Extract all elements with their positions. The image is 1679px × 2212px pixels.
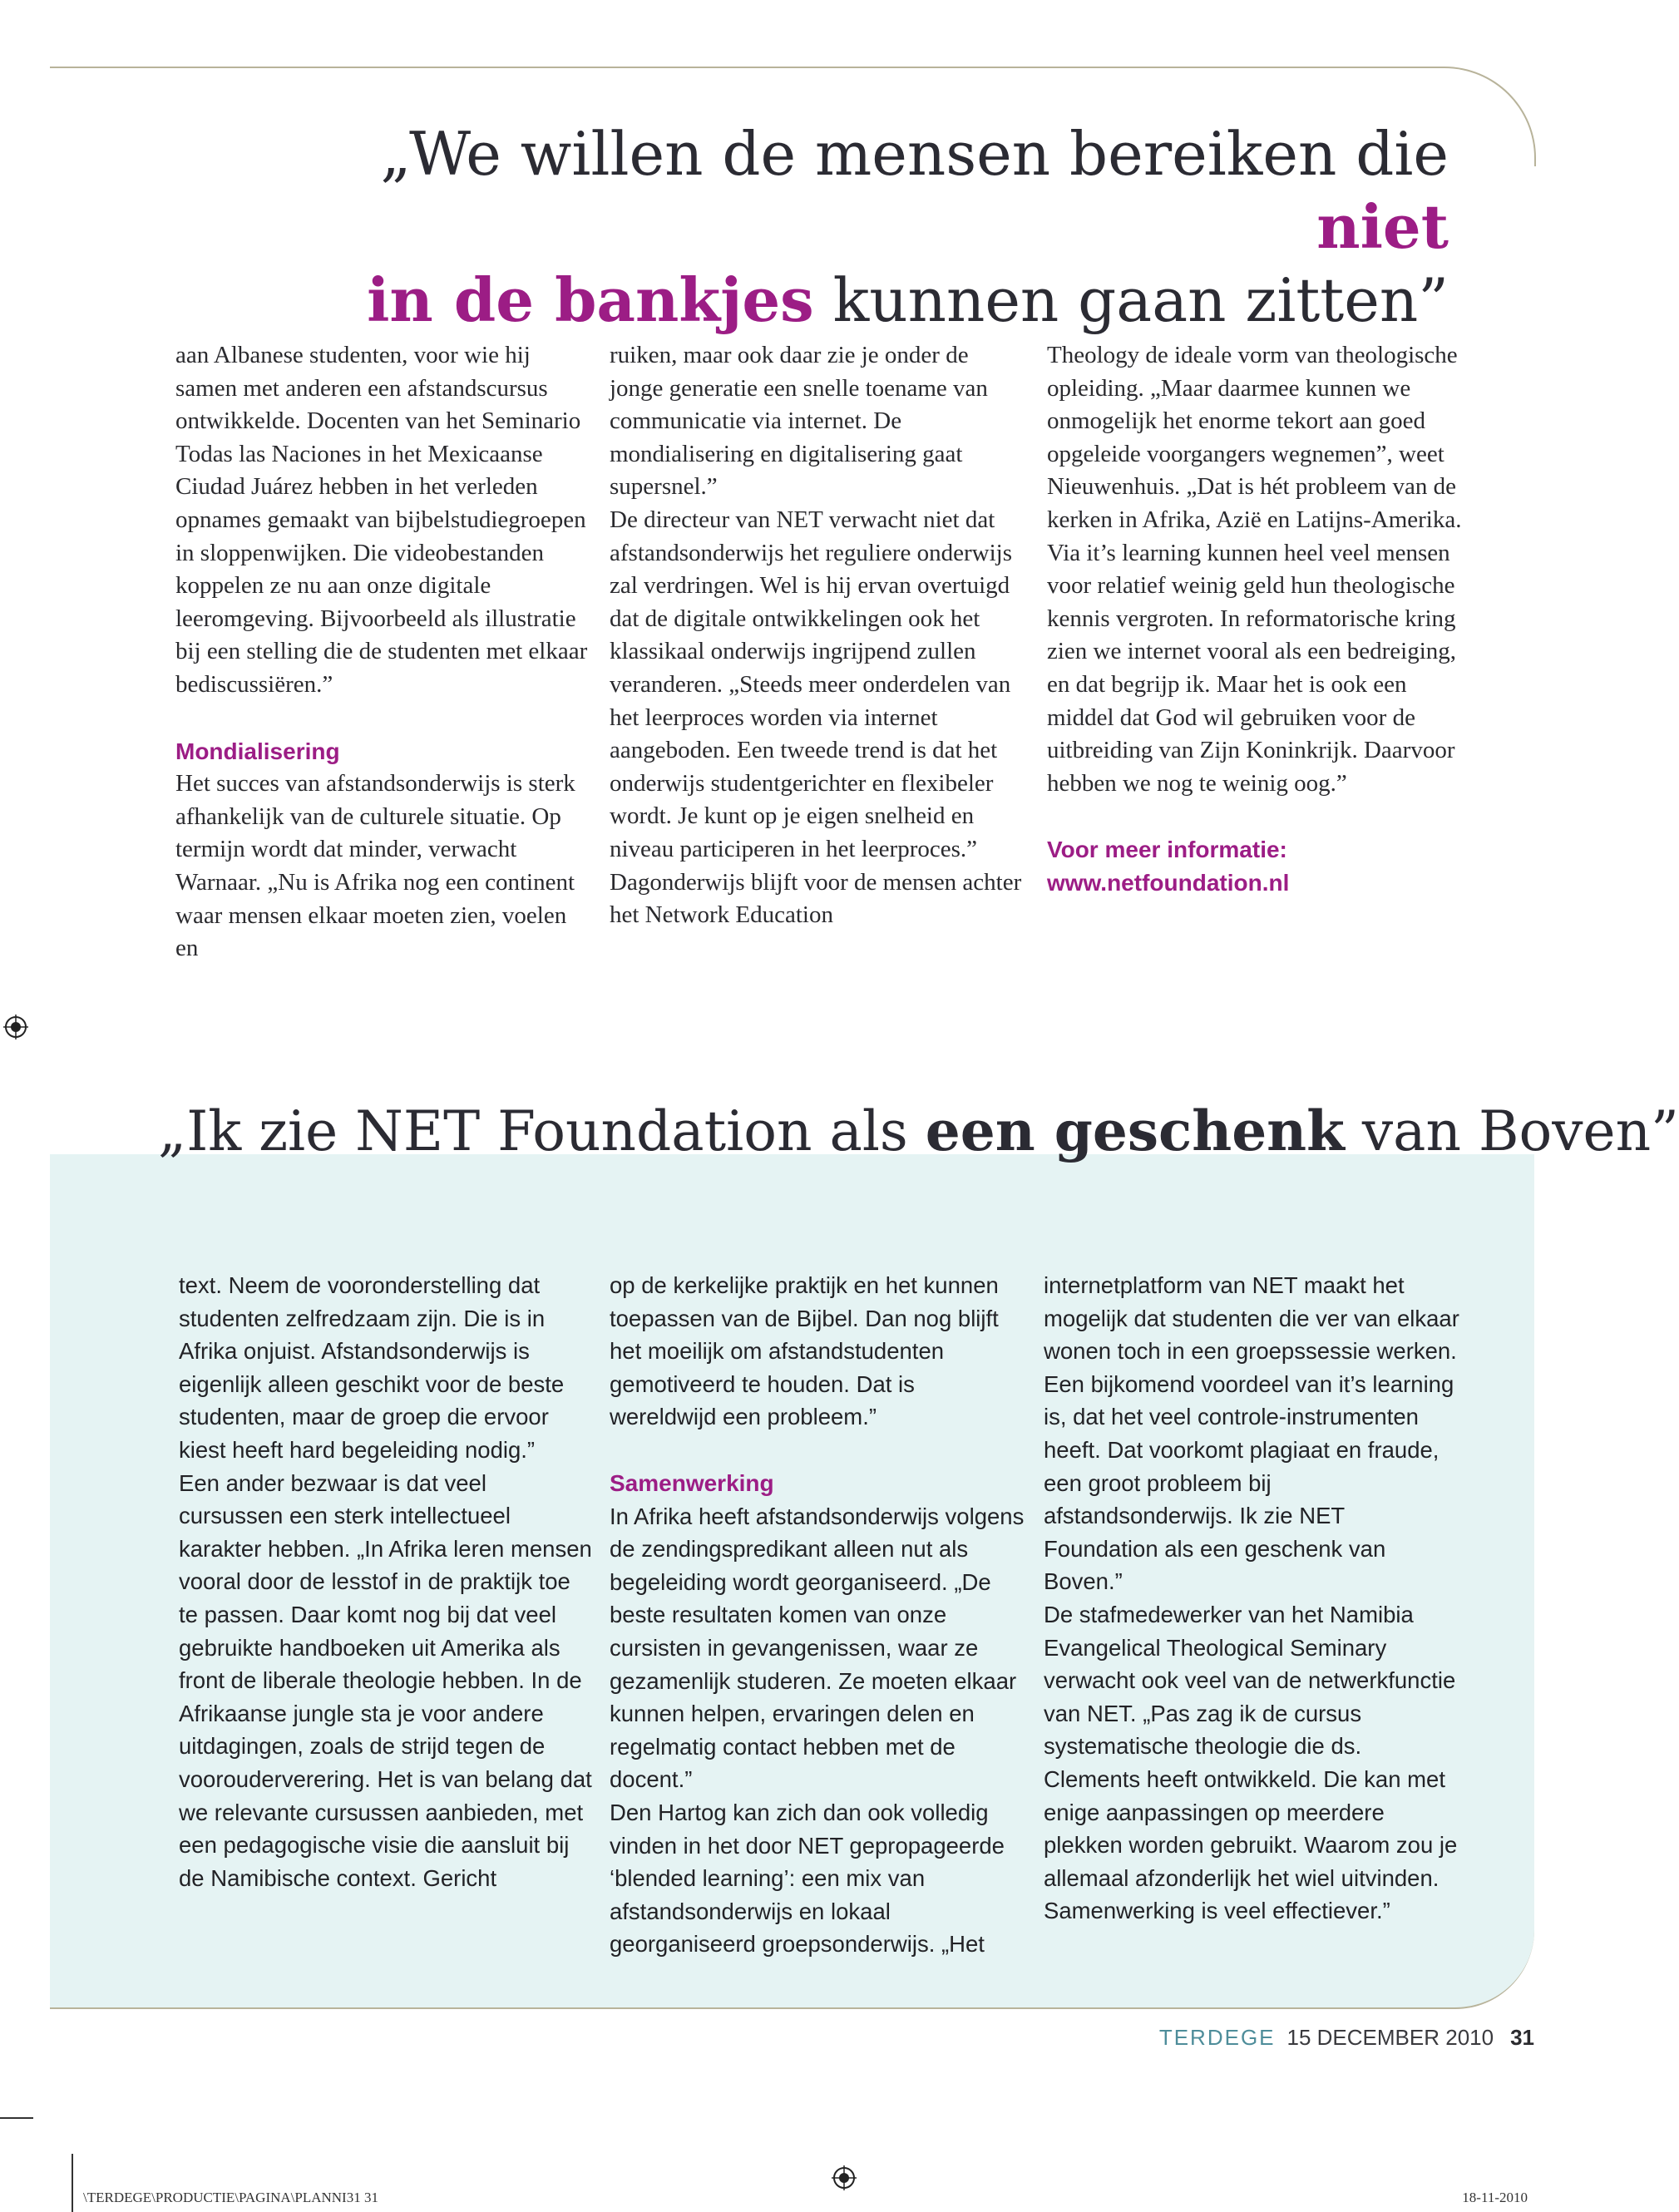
sidebar-column-1 bbox=[179, 1269, 595, 1894]
body-paragraph: Het succes van afstandsonderwijs is sterk afhankelijk van de culturele situatie. Op termijn wordt dat minder, verwacht Warnaar. „Nu is Afrika nog een continent waar mensen elkaar moeten zien, voelen en bbox=[175, 770, 575, 962]
pull-quote-headline-top bbox=[284, 118, 1449, 337]
page-footer bbox=[1035, 2024, 1534, 2051]
sidebar-column-2 bbox=[610, 1269, 1025, 1961]
print-slug-path: \TERDEGE\PRODUCTIE\PAGINA\PLANNI31 31 bbox=[83, 2190, 378, 2205]
article-column-2 bbox=[610, 339, 1025, 932]
body-paragraph: text. Neem de vooronderstelling dat studenten zelfredzaam zijn. Die is in Afrika onjuist. Afstandsonderwijs is eigenlijk alleen geschikt voor de beste studenten, maar de groep die ervoor kiest heeft hard begeleiding nodig.” bbox=[179, 1272, 565, 1463]
pull-quote-headline-mid bbox=[158, 1098, 1679, 1165]
article-column-1 bbox=[175, 339, 591, 965]
body-paragraph: Den Hartog kan zich dan ook volledig vinden in het door NET gepropageerde ‘blended learning’: een mix van afstandsonderwijs en lokaal georganiseerd groepsonderwijs. „Het bbox=[610, 1799, 1005, 1958]
page-number: 31 bbox=[1510, 2025, 1534, 2050]
headline-mid-bold: een geschenk bbox=[925, 1099, 1345, 1163]
body-paragraph: Dagonderwijs blijft voor de mensen achter het Network Education bbox=[610, 868, 1022, 929]
issue-date: 15 DECEMBER 2010 bbox=[1286, 2025, 1494, 2050]
headline-top-highlight-1: niet bbox=[1316, 191, 1449, 262]
body-paragraph: Theology de ideale vorm van theologische opleiding. „Maar daarmee kunnen we onmogelijk het enorme tekort aan goed opgeleide voorgangers wegnemen”, weet Nieuwenhuis. „Dat is hét probleem van de kerken in Afrika, Azië en Latijns-Amerika. Via it’s learning kunnen heel veel mensen voor relatief weinig geld hun theologische kennis vergroten. In reformatorische kring zien we internet vooral als een bedreiging, en dat begrijp ik. Maar het is ook een middel dat God wil gebruiken voor de uitbreiding van Zijn Koninkrijk. Daarvoor hebben we nog te weinig oog.” bbox=[1047, 342, 1462, 797]
headline-top-text: „We willen de mensen bereiken die bbox=[380, 119, 1449, 189]
body-paragraph: Een ander bezwaar is dat veel cursussen een sterk intellectueel karakter hebben. „In Afrika leren mensen vooral door de lesstof in de praktijk toe te passen. Daar komt nog bij dat veel gebruikte handboeken uit Amerika als front de liberale theologie hebben. In de Afrikaanse jungle sta je voor andere uitdagingen, zoals de strijd tegen de voorouderverering. Het is van belang dat we relevante cursussen aanbieden, met een pedagogische visie die aansluit bij de Namibische context. Gericht bbox=[179, 1469, 592, 1891]
body-paragraph: op de kerkelijke praktijk en het kunnen toepassen van de Bijbel. Dan nog blijft het moeilijk om afstandstudenten gemotiveerd te houden. Dat is wereldwijd een probleem.” bbox=[610, 1272, 999, 1430]
body-paragraph: internetplatform van NET maakt het mogelijk dat studenten die ver van elkaar wonen toch in een groepssessie werken. Een bijkomend voordeel van it’s learning is, dat het veel controle-instrumenten heeft. Dat voorkomt plagiaat en fraude, een groot probleem bij afstandsonderwijs. Ik zie NET Foundation als een geschenk van Boven.” bbox=[1044, 1272, 1459, 1595]
more-info-label: Voor meer informatie: bbox=[1047, 837, 1287, 863]
body-paragraph: In Afrika heeft afstandsonderwijs volgens de zendingspredikant alleen nut als begeleiding wordt georganiseerd. „De beste resultaten komen van onze cursisten in gevangenissen, waar ze gezamenlijk studeren. Ze moeten elkaar kunnen helpen, ervaringen delen en regelmatig contact hebben met de docent.” bbox=[610, 1503, 1025, 1793]
headline-top-highlight-2: in de bankjes bbox=[367, 264, 814, 335]
subheading-mondialisering: Mondialisering bbox=[175, 738, 340, 764]
registration-mark-icon bbox=[832, 2165, 857, 2190]
magazine-name: TERDEGE bbox=[1158, 2025, 1276, 2050]
body-paragraph: ruiken, maar ook daar zie je onder de jonge generatie een snelle toename van communicatie via internet. De mondialisering en digitalisering gaat supersnel.” bbox=[610, 342, 988, 501]
subheading-samenwerking: Samenwerking bbox=[610, 1469, 774, 1496]
headline-mid-text: „Ik zie NET Foundation als bbox=[158, 1099, 926, 1163]
body-paragraph: De directeur van NET verwacht niet dat afstandsonderwijs het reguliere onderwijs zal verdringen. Wel is hij ervan overtuigd dat de digitale ontwikkelingen ook het klassikaal onderwijs ingrijpend zullen veranderen. „Steeds meer onderdelen van het leerproces worden via internet aangeboden. Een tweede trend is dat het onderwijs studentgerichter en flexibeler wordt. Je kunt op je eigen snelheid en niveau participeren in het leerproces.” bbox=[610, 506, 1012, 862]
more-info-link[interactable]: www.netfoundation.nl bbox=[1047, 869, 1290, 896]
crop-mark bbox=[72, 2154, 73, 2212]
body-paragraph: De stafmedewerker van het Namibia Evangelical Theological Seminary verwacht ook veel van de netwerkfunctie van NET. „Pas zag ik de cursus systematische theologie die ds. Clements heeft ontwikkeld. Die kan met enige aanpassingen op meerdere plekken worden gebruikt. Waarom zou je allemaal afzonderlijk het wiel uitvinden. Samenwerking is veel effectiever.” bbox=[1044, 1601, 1458, 1924]
sidebar-column-3 bbox=[1044, 1269, 1459, 1928]
print-slug-date: 18-11-2010 bbox=[1462, 2190, 1528, 2205]
article-column-3 bbox=[1047, 339, 1463, 900]
registration-mark-icon bbox=[3, 1015, 28, 1039]
body-paragraph: aan Albanese studenten, voor wie hij samen met anderen een afstandscursus ontwikkelde. Docenten van het Seminario Todas las Naciones in het Mexicaanse Ciudad Juárez hebben in het verleden opnames gemaakt van bijbelstudiegroepen in sloppenwijken. Die videobestanden koppelen ze nu aan onze digitale leeromgeving. Bijvoorbeeld als illustratie bij een stelling die de studenten met elkaar bediscussiëren.” bbox=[175, 342, 588, 698]
crop-mark bbox=[0, 2117, 33, 2119]
headline-top-text-end: kunnen gaan zitten” bbox=[813, 265, 1449, 335]
headline-mid-text-end: van Boven” bbox=[1344, 1099, 1679, 1163]
